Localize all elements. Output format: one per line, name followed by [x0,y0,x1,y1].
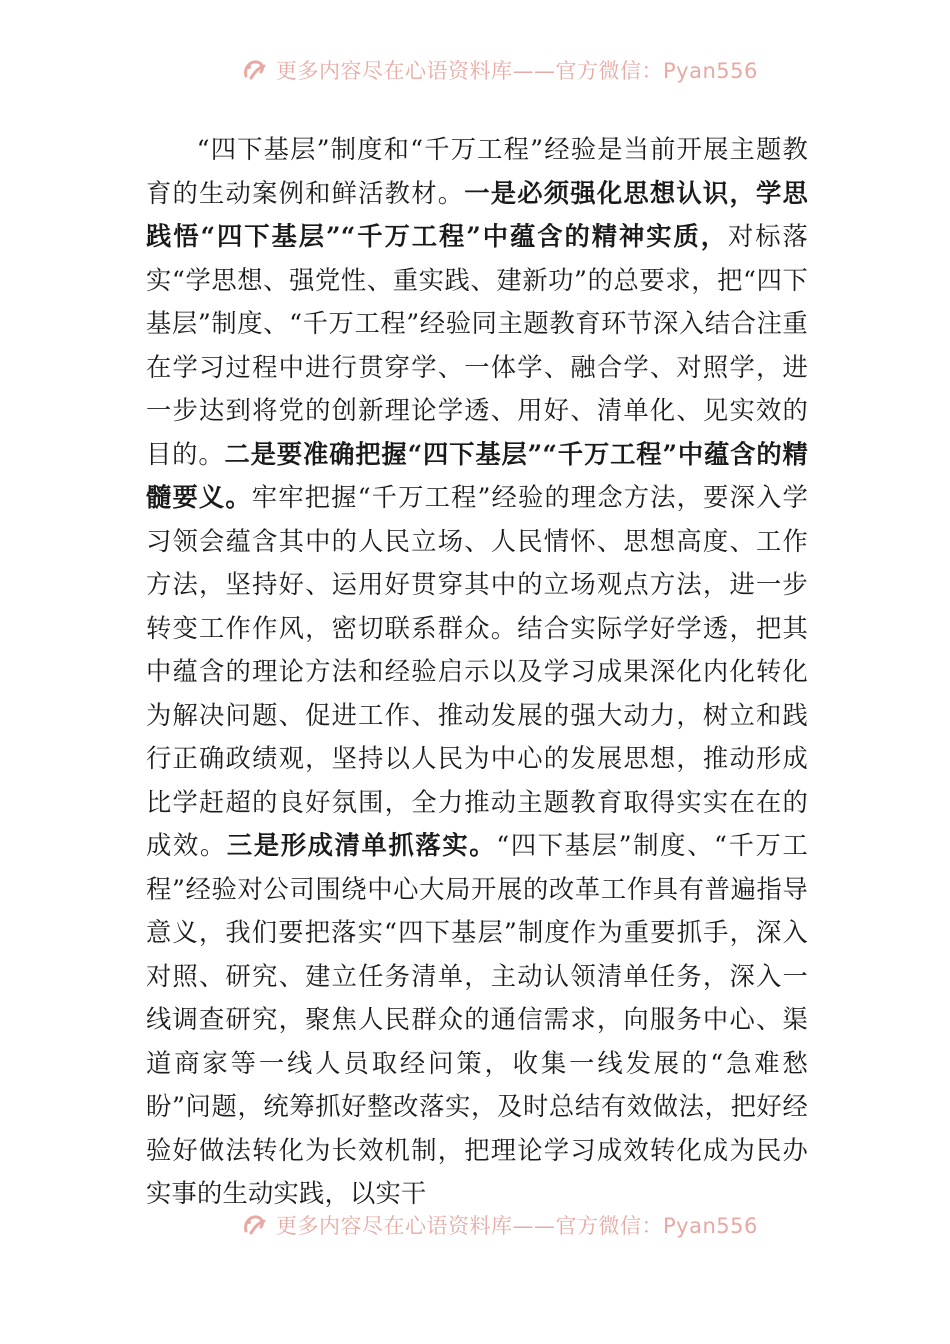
document-body [146,128,808,1216]
point-one-heading: 一是必须强化思想认识，学思践悟“四下基层”“千万工程”中蕴含的精神实质， [146,177,808,251]
body-text-point-three: “四下基层”制度、“千万工程”经验对公司围绕中心大局开展的改革工作具有普遍指导意义，我们要把落实“四下基层”制度作为重要抓手，深入对照、研究、建立任务清单，主动认领清单任务，深入一线调查研究，聚焦人民群众的通信需求，向服务中心、渠道商家等一线人员取经问策，收集一线发展的“急难愁盼”问题，统筹抓好整改落实，及时总结有效做法，把好经验好做法转化为长效机制，把理论学习成效转化成为民办实事的生动实践，以实干 [146,831,808,1208]
body-text-point-one: 对标落实“学思想、强党性、重实践、建新功”的总要求，把“四下基层”制度、“千万工程”经验同主题教育环节深入结合注重在学习过程中进行贯穿学、一体学、融合学、对照学，进一步达到将党的创新理论学透、用好、清单化、见实效的目的。 [146,222,808,469]
watermark-logo-icon [240,56,268,84]
watermark-header [240,53,760,87]
point-two-heading: 二是要准确把握“四下基层”“千万工程”中蕴含的精髓要义。 [146,438,808,512]
watermark-logo-icon [240,1211,268,1239]
body-text-intro: “四下基层”制度和“千万工程”经验是当前开展主题教育的生动案例和鲜活教材。 [146,135,808,208]
watermark-text: 更多内容尽在心语资料库——官方微信：Pyan556 [276,59,758,83]
watermark-text: 更多内容尽在心语资料库——官方微信：Pyan556 [276,1214,758,1238]
point-three-heading: 三是形成清单抓落实。 [226,830,497,860]
watermark-footer [240,1208,760,1242]
body-text-point-two: 牢牢把握“千万工程”经验的理念方法，要深入学习领会蕴含其中的人民立场、人民情怀、思想高度、工作方法，坚持好、运用好贯穿其中的立场观点方法，进一步转变工作作风，密切联系群众。结合实际学好学透，把其中蕴含的理论方法和经验启示以及学习成果深化内化转化为解决问题、促进工作、推动发展的强大动力，树立和践行正确政绩观，坚持以人民为中心的发展思想，推动形成比学赶超的良好氛围，全力推动主题教育取得实实在在的成效。 [146,483,808,860]
